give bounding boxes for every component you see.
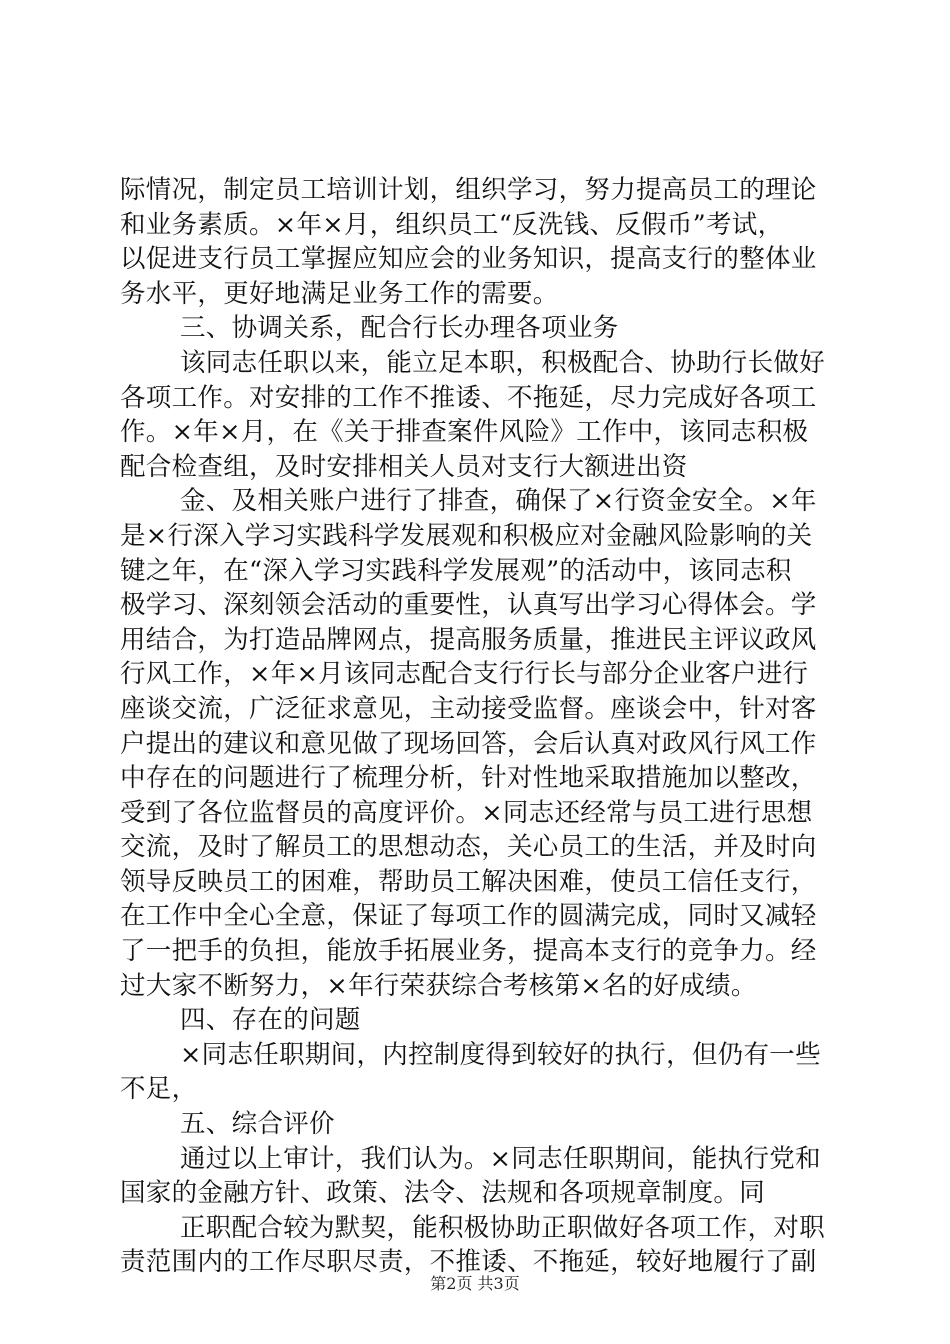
text-line: 过大家不断努力，×年行荣获综合考核第×名的好成绩。 <box>120 970 757 1001</box>
text-line: 座谈交流，广泛征求意见，主动接受监督。座谈会中，针对客 <box>120 693 817 724</box>
text-line: 通过以上审计，我们认为。×同志任职期间，能执行党和 <box>180 1143 821 1174</box>
page-footer: 第2页 共3页 <box>430 1274 520 1293</box>
text-line: 键之年，在“深入学习实践科学发展观”的活动中，该同志积 <box>120 555 792 586</box>
text-line: 领导反映员工的困难，帮助员工解决困难，使员工信任支行， <box>120 866 817 897</box>
document-body <box>120 173 840 1280</box>
text-line: 在工作中全心全意，保证了每项工作的圆满完成，同时又减轻 <box>120 901 817 932</box>
text-line: 四、存在的问题 <box>180 1005 361 1036</box>
text-line: 极学习、深刻领会活动的重要性，认真写出学习心得体会。学 <box>120 590 817 621</box>
text-line: 行风工作，×年×月该同志配合支行行长与部分企业客户进行 <box>120 659 809 690</box>
text-line: 用结合，为打造品牌网点，提高服务质量，推进民主评议政风 <box>120 624 817 655</box>
text-line: 和业务素质。×年×月，组织员工“反洗钱、反假币”考试， <box>120 209 784 240</box>
text-line: 责范围内的工作尽职尽责，不推诿、不拖延，较好地履行了副 <box>120 1247 817 1278</box>
text-line: 了一把手的负担，能放手拓展业务，提高本支行的竞争力。经 <box>120 936 817 967</box>
text-line: 务水平，更好地满足业务工作的需要。 <box>120 278 559 309</box>
text-line: 正职配合较为默契，能积极协助正职做好各项工作，对职 <box>180 1212 826 1243</box>
text-line: 是×行深入学习实践科学发展观和积极应对金融风险影响的关 <box>120 520 813 551</box>
text-line: 三、协调关系，配合行长办理各项业务 <box>180 313 619 344</box>
text-line: 金、及相关账户进行了排查，确保了×行资金安全。×年 <box>180 486 817 517</box>
text-line: 交流，及时了解员工的思想动态，关心员工的生活，并及时向 <box>120 832 817 863</box>
text-line: 五、综合评价 <box>180 1109 335 1140</box>
text-line: 作。×年×月，在《关于排查案件风险》工作中，该同志积极 <box>120 417 809 448</box>
text-line: 中存在的问题进行了梳理分析，针对性地采取措施加以整改， <box>120 763 817 794</box>
text-line: 受到了各位监督员的高度评价。×同志还经常与员工进行思想 <box>120 797 813 828</box>
text-line: 该同志任职以来，能立足本职，积极配合、协助行长做好 <box>180 347 826 378</box>
text-line: 际情况，制定员工培训计划，组织学习，努力提高员工的理论 <box>120 175 817 205</box>
text-line: 户提出的建议和意见做了现场回答，会后认真对政风行风工作 <box>120 728 817 759</box>
text-line: 国家的金融方针、政策、法令、法规和各项规章制度。同 <box>120 1178 766 1209</box>
text-line: 以促进支行员工掌握应知应会的业务知识，提高支行的整体业 <box>120 244 817 275</box>
text-line: 不足， <box>120 1074 198 1105</box>
text-line: 各项工作。对安排的工作不推诿、不拖延，尽力完成好各项工 <box>120 382 817 413</box>
text-line: ×同志任职期间，内控制度得到较好的执行，但仍有一些 <box>180 1039 821 1070</box>
text-line: 配合检查组，及时安排相关人员对支行大额进出资 <box>120 451 688 482</box>
